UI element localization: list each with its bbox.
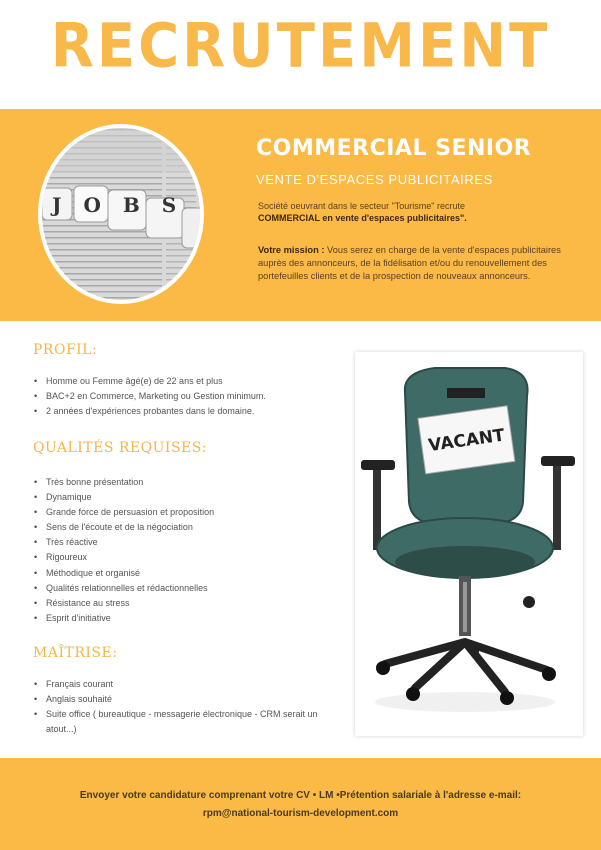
profil-heading: PROFIL: xyxy=(33,342,98,358)
job-subtitle: VENTE D'ESPACES PUBLICITAIRES xyxy=(256,172,493,187)
list-item: • Anglais souhaité xyxy=(32,692,322,707)
profil-list xyxy=(32,374,332,419)
list-item: • Français courant xyxy=(32,677,322,692)
list-item: • Suite office ( bureautique - messagerie électronique - CRM serait un atout...) xyxy=(32,707,322,737)
vacant-sign-text: VACANT xyxy=(427,425,506,457)
vacant-chair-image xyxy=(355,352,583,736)
jobs-image xyxy=(38,124,204,304)
intro-text xyxy=(258,200,558,224)
mission-text xyxy=(258,244,563,283)
footer-instructions: Envoyer votre candidature comprenant votre CV • LM •Prétention salariale à l'adresse e-mail: xyxy=(79,790,522,801)
job-title: COMMERCIAL SENIOR xyxy=(256,136,532,161)
list-item: • Très réactive xyxy=(32,535,332,550)
list-item: • Sens de l'écoute et de la négociation xyxy=(32,520,332,535)
maitrise-heading: MAÎTRISE: xyxy=(33,645,118,661)
jobs-dice-illustration xyxy=(42,128,200,300)
mission-label: Votre mission : xyxy=(258,245,325,255)
list-item: • Résistance au stress xyxy=(32,596,332,611)
dice-letter-j: JOBS xyxy=(52,193,199,217)
list-item: • Qualités relationnelles et rédactionnelles xyxy=(32,581,332,596)
page-title: RECRUTEMENT xyxy=(50,11,551,82)
intro-text-bold: COMMERCIAL en vente d'espaces publicitaires". xyxy=(258,213,467,223)
list-item: • Très bonne présentation xyxy=(32,475,332,490)
list-item: • Homme ou Femme âgé(e) de 22 ans et plus xyxy=(32,374,332,389)
list-item: • BAC+2 en Commerce, Marketing ou Gestion minimum. xyxy=(32,389,332,404)
footer-band xyxy=(0,758,601,850)
maitrise-list xyxy=(32,677,322,737)
intro-text-plain: Société oeuvrant dans le secteur "Tourisme" recrute xyxy=(258,201,465,211)
list-item: • Dynamique xyxy=(32,490,332,505)
footer-email[interactable]: rpm@national-tourism-development.com xyxy=(202,808,399,819)
list-item: • 2 années d'expériences probantes dans le domaine. xyxy=(32,404,332,419)
list-item: • Esprit d'initiative xyxy=(32,611,332,626)
list-item: • Grande force de persuasion et proposition xyxy=(32,505,332,520)
list-item: • Rigoureux xyxy=(32,550,332,565)
qualites-list xyxy=(32,475,332,626)
mission-body: Vous serez en charge de la vente d'espaces publicitaires auprès des annonceurs, de la fidélisation et/ou du renouvellement des portefeuilles clients et de la prospection de nouveaux annonceurs. xyxy=(258,245,561,281)
list-item: • Méthodique et organisé xyxy=(32,566,332,581)
office-chair-illustration xyxy=(355,352,583,736)
qualites-heading: QUALITÉS REQUISES: xyxy=(33,440,208,456)
